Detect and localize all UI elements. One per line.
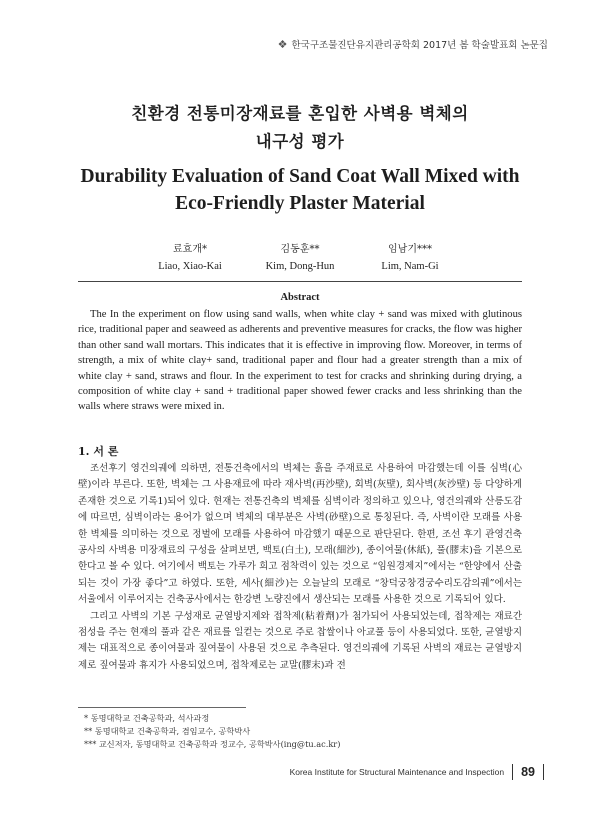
body-paragraph-1: 조선후기 영건의궤에 의하면, 전통건축에서의 벽체는 흙을 주재료로 사용하여 마감했는데 이를 심벽(心壁)이라 부른다. 또한, 벽체는 그 사용재료에 따라 재사벽(再沙壁), 회벽(灰壁), 회사벽(灰沙壁) 등 다양하게 존재한 것으로 기록1)되어 있다. 현재는 전통건축의 벽체를 심벽이라 정의하고 있으나, 영건의궤와 산릉도감에 따르면, 심벽이라는 용어가 없으며 벽체의 대부분은 사벽(砂壁)으로 통칭된다. 즉, 사벽이란 모래를 사용한 벽체를 의미하는 것으로 정벌에 모래를 사용하여 마감했기 때문으로 판단된다. 한편, 조선 후기 관영건축공사의 사벽용 미장재료의 구성을 살펴보면, 백토(白土), 모래(細沙), 종이여물(休紙), 풀(膠末)을 기본으로 한다고 볼 수 있다. 여기에서 백토는 가루가 희고 점착력이 있는 것으로 “임원경제지”에서는 “한양에서 산출되는 것이 가장 좋다”고 하였다. 또한, 세사(細沙)는 오늘날의 모래로 “창덕궁창경궁수리도감의궤”에서는 서울에서 이루어지는 건축공사에서는 한강변 노량진에서 생산되는 모래를 사용한 것으로 기록되어 있다.	[78, 463, 522, 606]
author-3	[355, 241, 465, 275]
author-3-korean-name: 임남기***	[388, 244, 432, 255]
author-2-korean-name: 김동훈**	[280, 244, 320, 255]
english-title-line-2: Eco-Friendly Plaster Material	[175, 193, 425, 214]
author-3-english-name: Lim, Nam-Gi	[381, 261, 439, 272]
english-title-line-1: Durability Evaluation of Sand Coat Wall Mixed with	[80, 166, 520, 187]
author-1-english-name: Liao, Xiao-Kai	[158, 261, 222, 272]
running-header-text: 한국구조물진단유지관리공학회 2017년 봄 학술발표회 논문집	[291, 40, 548, 51]
running-header	[278, 37, 548, 51]
korean-title	[0, 100, 600, 156]
abstract-body: The In the experiment on flow using sand walls, when white clay + sand was mixed with glutinous rice, traditional paper and seaweed as adherents and preventive measures for cracks, the flow was higher than other sand wall mortars. This indicates that it is effective in improving flow. Moreover, in terms of strength, a mix of white clay+ sand, traditional paper and flour had a greater strength than a mix of white clay + sand, straws and flour. In the experiment to test for cracks and shrinking during drying, a composition of white clay + sand + traditional paper showed fewer cracks and less shrinking than the walls where straws were mixed in.	[78, 309, 522, 413]
abstract-heading: Abstract	[280, 292, 320, 303]
author-list	[0, 241, 600, 275]
footer-separator	[512, 764, 513, 780]
korean-title-line-2: 내구성 평가	[255, 132, 345, 151]
author-2-english-name: Kim, Dong-Hun	[265, 261, 335, 272]
section-1-heading: 1. 서 론	[78, 445, 119, 458]
page-number-bar	[543, 764, 544, 780]
page-number: 89	[521, 765, 535, 779]
footnote-rule	[78, 707, 246, 708]
author-2	[245, 241, 355, 275]
footnote-3: *** 교신저자, 동명대학교 건축공학과 정교수, 공학박사(ing@tu.ac.kr)	[84, 739, 341, 749]
korean-title-line-1: 친환경 전통미장재료를 혼입한 사벽용 벽체의	[131, 104, 469, 123]
author-divider-rule	[78, 281, 522, 282]
diamond-bullet-icon: ❖	[277, 37, 288, 51]
footnote-2: ** 동명대학교 건축공학과, 겸임교수, 공학박사	[84, 726, 251, 736]
footnote-1: * 동명대학교 건축공학과, 석사과정	[84, 713, 210, 723]
english-title	[0, 163, 600, 217]
footer-organization: Korea Institute for Structural Maintenance and Inspection	[289, 767, 505, 777]
author-1-korean-name: 료효개*	[173, 244, 207, 255]
footnotes	[84, 712, 340, 751]
section-1-body	[78, 461, 522, 674]
body-paragraph-2: 그리고 사벽의 기본 구성재로 균열방지제와 접착제(粘着劑)가 첨가되어 사용되었는데, 접착제는 재료간 점성을 주는 현재의 풀과 같은 재료를 일컫는 것으로 주로 찹쌀이나 아교풀 등이 사용되었다. 또한, 균열방지제는 대표적으로 종이여물과 짚여물이 사용된 것으로 추측된다. 영건의궤에 기록된 사벽의 재료는 균열방지제로 짚여물과 휴지가 사용되었으며, 접착제로는 교말(膠末)과 전	[78, 610, 522, 671]
author-1	[135, 241, 245, 275]
page-footer	[290, 764, 544, 780]
